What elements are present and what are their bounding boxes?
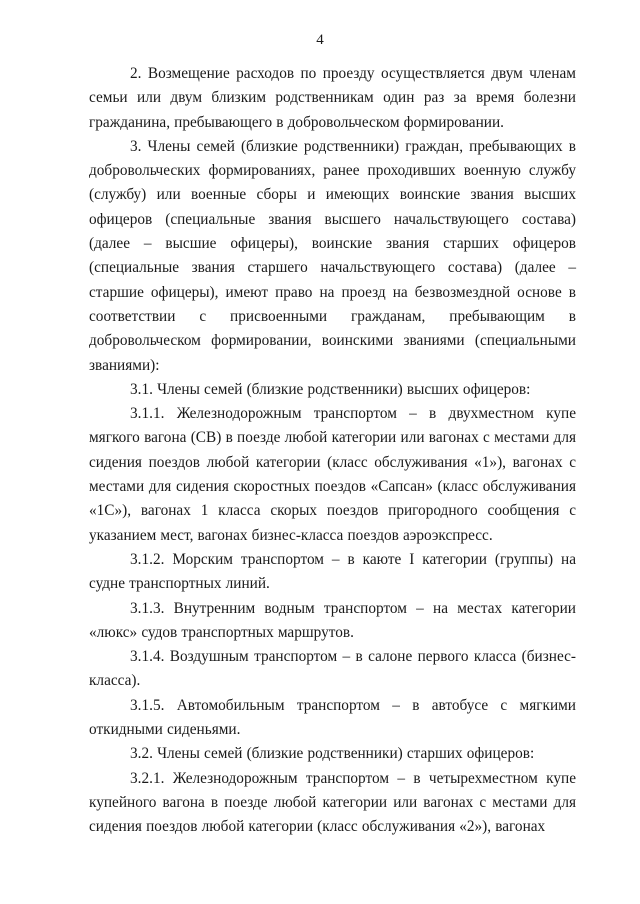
paragraph-3-1: 3.1. Члены семей (близкие родственники) высших офицеров: [130,380,531,398]
paragraph-3-2: 3.2. Члены семей (близкие родственники) старших офицеров: [130,745,535,763]
paragraph-3-1-4: 3.1.4. Воздушным транспортом – в салоне первого класса (бизнес-класса). [89,648,576,690]
paragraph-3-1-3: 3.1.3. Внутренним водным транспортом – на местах категории «люкс» судов транспортных маршрутов. [89,599,576,641]
paragraph-3-1-5: 3.1.5. Автомобильным транспортом – в автобусе с мягкими откидными сиденьями. [89,696,576,739]
page-number: 4 [316,32,324,48]
paragraph-2: 2. Возмещение расходов по проезду осуществляется двум членам семьи или двум близким родственникам один раз за время болезни гражданина, пребывающего в добровольческом формировании. [89,65,576,131]
paragraph-3-2-1: 3.2.1. Железнодорожным транспортом – в четырехместном купе купейного вагона в поезде любой категории или вагонах с местами для сидения поездов любой категории (класс обслуживания «2»), вагонах [89,769,576,836]
paragraph-3: 3. Члены семей (близкие родственники) граждан, пребывающих в добровольческих формированиях, ранее проходивших военную службу (службу) или военные сборы и имеющих воинские звания высших офицеров (специальные звания высшего начальствующего состава) (далее – высшие офицеры), воинские звания старших офицеров (специальные звания старшего начальствующего состава) (далее – старшие офицеры), имеют право на проезд на безвозмездной основе в соответствии с присвоенными гражданам, пребывающим в добровольческом формировании, воинскими званиями (специальными званиями): [89,137,576,374]
paragraph-3-1-2: 3.1.2. Морским транспортом – в каюте I категории (группы) на судне транспортных линий. [89,550,576,593]
paragraph-3-1-1: 3.1.1. Железнодорожным транспортом – в двухместном купе мягкого вагона (СВ) в поезде любой категории или вагонах с местами для сидения поездов любой категории (класс обслуживания «1»), вагонах с местами для сидения скоростных поездов «Сапсан» (класс обслуживания «1С»), вагонах 1 класса скорых поездов пригородного сообщения с указанием мест, вагонах бизнес-класса поездов аэроэкспресс. [89,405,576,544]
document-body [89,62,576,840]
